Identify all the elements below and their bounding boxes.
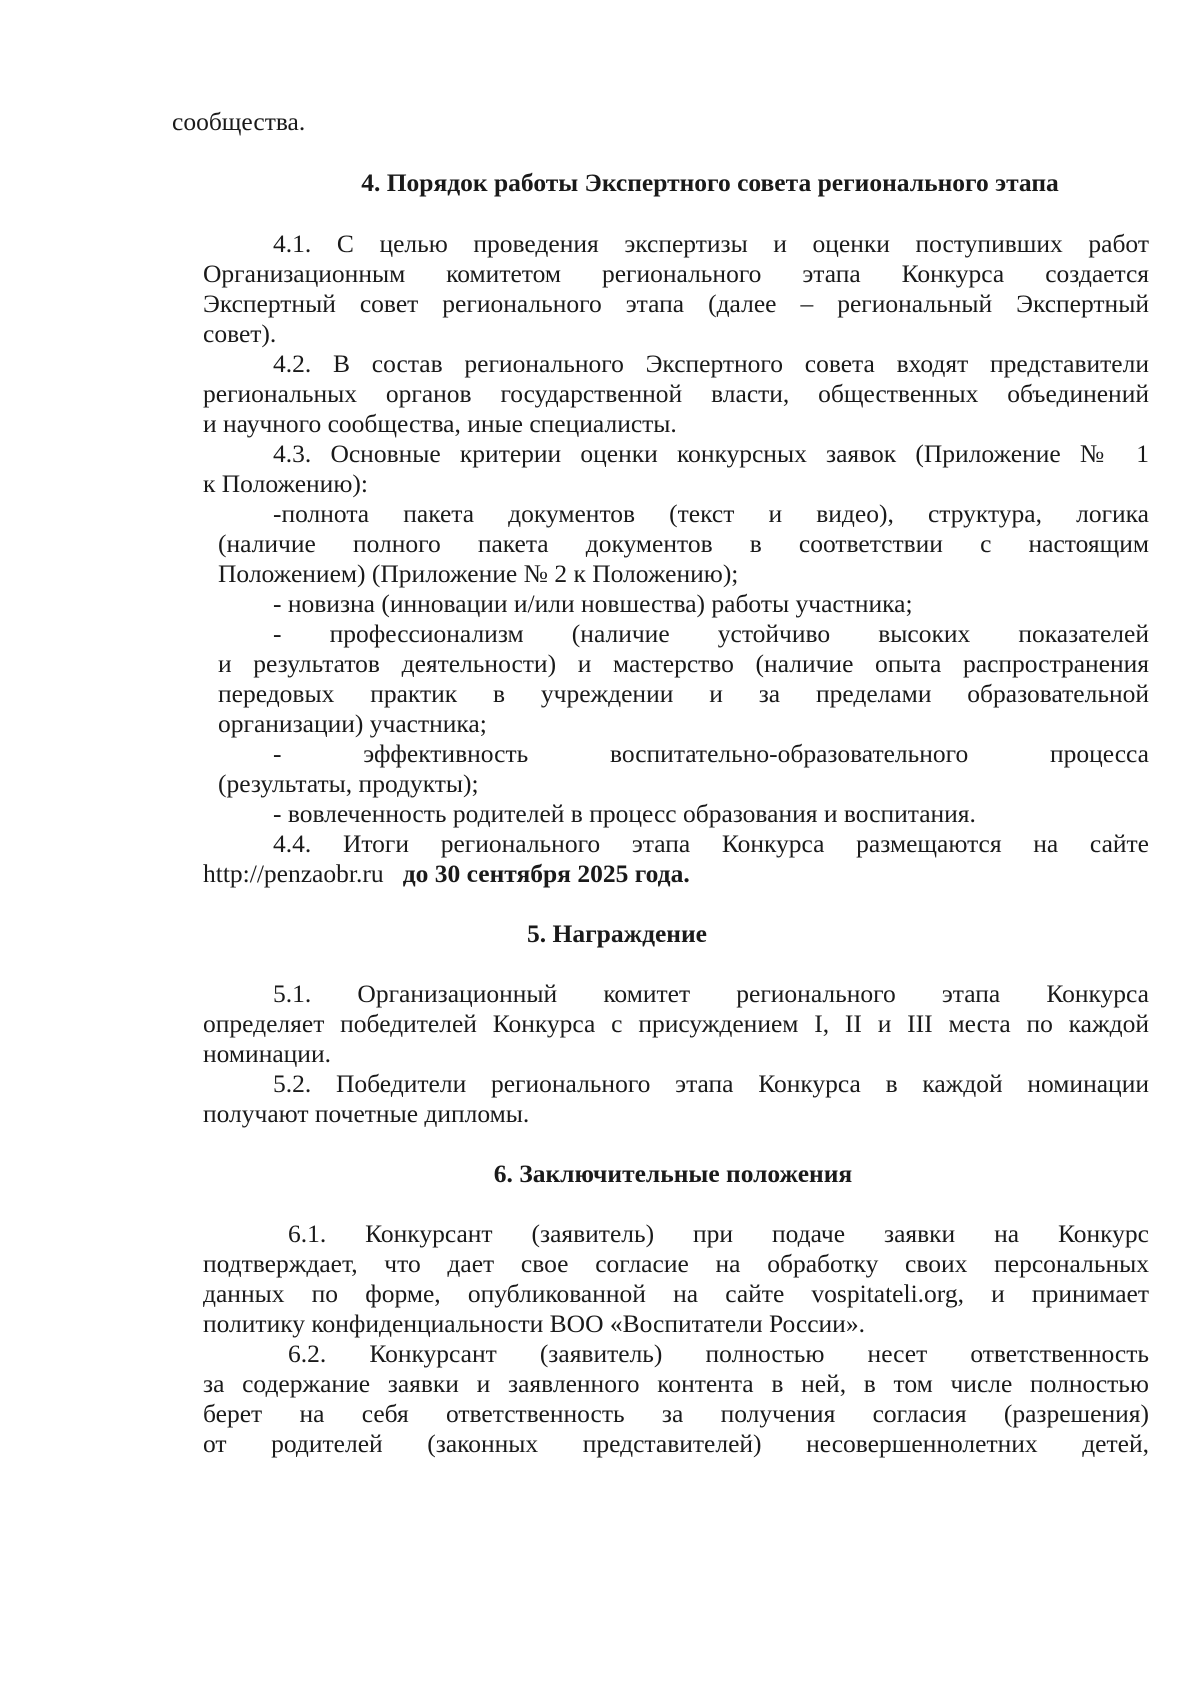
criterion-line: (наличие полного пакета документов в соответствии с настоящим xyxy=(218,529,1149,558)
paragraph-4-2-line: региональных органов государственной власти, общественных объединений xyxy=(203,379,1149,408)
criterion-line: передовых практик в учреждении и за пределами образовательной xyxy=(218,679,1149,708)
paragraph-6-2-line: 6.2. Конкурсант (заявитель) полностью несет ответственность xyxy=(288,1339,1149,1368)
section-5-heading: 5. Награждение xyxy=(526,919,707,948)
criterion-line: (результаты, продукты); xyxy=(218,769,479,798)
paragraph-6-1-line: подтверждает, что дает свое согласие на обработку своих персональных xyxy=(203,1249,1149,1278)
paragraph-5-1-line: номинации. xyxy=(203,1039,331,1068)
paragraph-4-1-line: Организационным комитетом регионального этапа Конкурса создается xyxy=(203,259,1149,288)
paragraph-5-2-line: 5.2. Победители регионального этапа Конкурса в каждой номинации xyxy=(273,1069,1149,1098)
section-6-heading: 6. Заключительные положения xyxy=(493,1159,853,1188)
paragraph-6-2-line: за содержание заявки и заявленного контента в ней, в том числе полностью xyxy=(203,1369,1149,1398)
paragraph-6-1-line: данных по форме, опубликованной на сайте vospitateli.org, и принимает xyxy=(203,1279,1149,1308)
paragraph-5-1-line: определяет победителей Конкурса с присуждением I, II и III места по каждой xyxy=(203,1009,1149,1038)
paragraph-4-1-line: совет). xyxy=(203,319,277,348)
paragraph-4-4-line xyxy=(203,858,1149,890)
continuation-text: сообщества. xyxy=(172,107,306,136)
criterion-line: - вовлеченность родителей в процесс образования и воспитания. xyxy=(273,799,976,828)
paragraph-4-1-line: 4.1. С целью проведения экспертизы и оценки поступивших работ xyxy=(273,229,1149,258)
criterion-line: - новизна (инновации и/или новшества) работы участника; xyxy=(273,589,913,618)
paragraph-4-3-line: к Положению): xyxy=(203,469,368,498)
criterion-line: Положением) (Приложение № 2 к Положению); xyxy=(218,559,739,588)
paragraph-6-1-line: 6.1. Конкурсант (заявитель) при подаче заявки на Конкурс xyxy=(288,1219,1149,1248)
results-site-link[interactable]: http://penzaobr.ru xyxy=(203,859,384,888)
criterion-line: и результатов деятельности) и мастерство (наличие опыта распространения xyxy=(218,649,1149,678)
criterion-line: -полнота пакета документов (текст и видео), структура, логика xyxy=(273,499,1149,528)
criterion-line: организации) участника; xyxy=(218,709,487,738)
paragraph-4-4-line: 4.4. Итоги регионального этапа Конкурса размещаются на сайте xyxy=(273,829,1149,858)
criterion-line: - эффективность воспитательно-образовательного процесса xyxy=(273,739,1149,768)
paragraph-4-2-line: 4.2. В состав регионального Экспертного совета входят представители xyxy=(273,349,1149,378)
paragraph-6-1-line: политику конфиденциальности ВОО «Воспитатели России». xyxy=(203,1309,865,1338)
paragraph-6-2-line: от родителей (законных представителей) несовершеннолетних детей, xyxy=(203,1429,1149,1458)
section-4-heading: 4. Порядок работы Экспертного совета регионального этапа xyxy=(361,168,1059,197)
paragraph-4-1-line: Экспертный совет регионального этапа (далее – региональный Экспертный xyxy=(203,289,1149,318)
criterion-line: - профессионализм (наличие устойчиво высоких показателей xyxy=(273,619,1149,648)
paragraph-4-3-line: 4.3. Основные критерии оценки конкурсных заявок (Приложение № 1 xyxy=(273,439,1149,468)
paragraph-5-1-line: 5.1. Организационный комитет регионального этапа Конкурса xyxy=(273,979,1149,1008)
paragraph-5-2-line: получают почетные дипломы. xyxy=(203,1099,530,1128)
paragraph-4-2-line: и научного сообщества, иные специалисты. xyxy=(203,409,677,438)
results-deadline: до 30 сентября 2025 года. xyxy=(402,859,690,888)
paragraph-6-2-line: берет на себя ответственность за получения согласия (разрешения) xyxy=(203,1399,1149,1428)
